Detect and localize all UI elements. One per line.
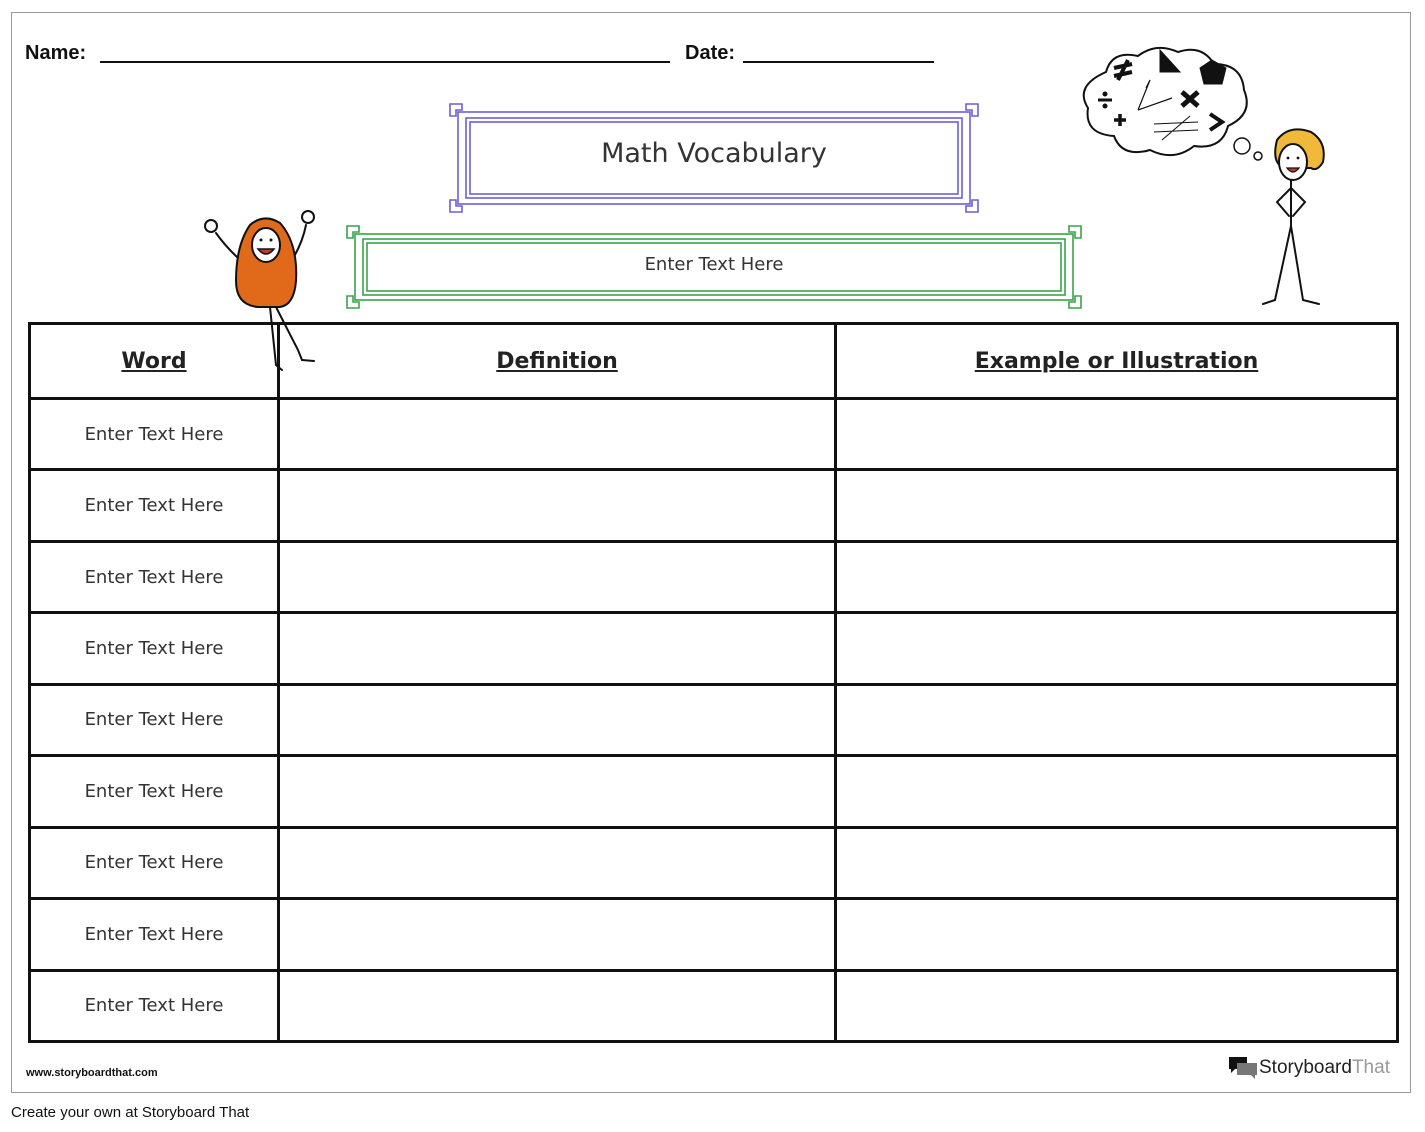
word-cell[interactable]: Enter Text Here (30, 470, 279, 541)
brand-text-that: That (1351, 1057, 1390, 1078)
subtitle-text[interactable]: Enter Text Here (644, 254, 784, 275)
word-cell[interactable]: Enter Text Here (30, 970, 279, 1042)
word-cell[interactable]: Enter Text Here (30, 399, 279, 470)
definition-cell[interactable] (279, 899, 836, 970)
footer-url[interactable]: www.storyboardthat.com (26, 1067, 158, 1079)
column-header-word: Word (30, 324, 279, 399)
date-line[interactable] (743, 61, 934, 63)
definition-cell[interactable] (279, 970, 836, 1042)
table-row (30, 756, 1398, 827)
example-cell[interactable] (836, 756, 1398, 827)
definition-cell[interactable] (279, 541, 836, 612)
table-row (30, 470, 1398, 541)
table-row (30, 899, 1398, 970)
column-header-definition: Definition (279, 324, 836, 399)
word-cell[interactable]: Enter Text Here (30, 684, 279, 755)
boy-character-illustration (1255, 124, 1335, 309)
date-label: Date: (685, 42, 736, 64)
word-cell[interactable]: Enter Text Here (30, 756, 279, 827)
name-line[interactable] (100, 61, 670, 63)
example-cell[interactable] (836, 541, 1398, 612)
word-cell[interactable]: Enter Text Here (30, 613, 279, 684)
create-your-own-link[interactable]: Create your own at Storyboard That (11, 1104, 250, 1121)
example-cell[interactable] (836, 899, 1398, 970)
page-title[interactable]: Math Vocabulary (601, 138, 827, 169)
table-row (30, 613, 1398, 684)
example-cell[interactable] (836, 399, 1398, 470)
word-cell[interactable]: Enter Text Here (30, 541, 279, 612)
thought-cloud-illustration (1076, 42, 1252, 162)
table-row (30, 970, 1398, 1042)
name-label: Name: (25, 42, 87, 64)
word-cell[interactable]: Enter Text Here (30, 827, 279, 898)
brand-text-storyboard: Storyboard (1259, 1057, 1352, 1078)
definition-cell[interactable] (279, 684, 836, 755)
word-cell[interactable]: Enter Text Here (30, 899, 279, 970)
speech-bubbles-icon (1227, 1055, 1259, 1081)
definition-cell[interactable] (279, 827, 836, 898)
example-cell[interactable] (836, 684, 1398, 755)
table-row (30, 399, 1398, 470)
table-row (30, 684, 1398, 755)
example-cell[interactable] (836, 470, 1398, 541)
example-cell[interactable] (836, 970, 1398, 1042)
column-header-example: Example or Illustration (836, 324, 1398, 399)
table-row (30, 541, 1398, 612)
vocabulary-table (28, 322, 1399, 1043)
girl-character-illustration (198, 205, 323, 377)
storyboardthat-logo[interactable] (1227, 1055, 1390, 1081)
table-row (30, 827, 1398, 898)
example-cell[interactable] (836, 827, 1398, 898)
definition-cell[interactable] (279, 399, 836, 470)
example-cell[interactable] (836, 613, 1398, 684)
definition-cell[interactable] (279, 756, 836, 827)
definition-cell[interactable] (279, 470, 836, 541)
definition-cell[interactable] (279, 613, 836, 684)
